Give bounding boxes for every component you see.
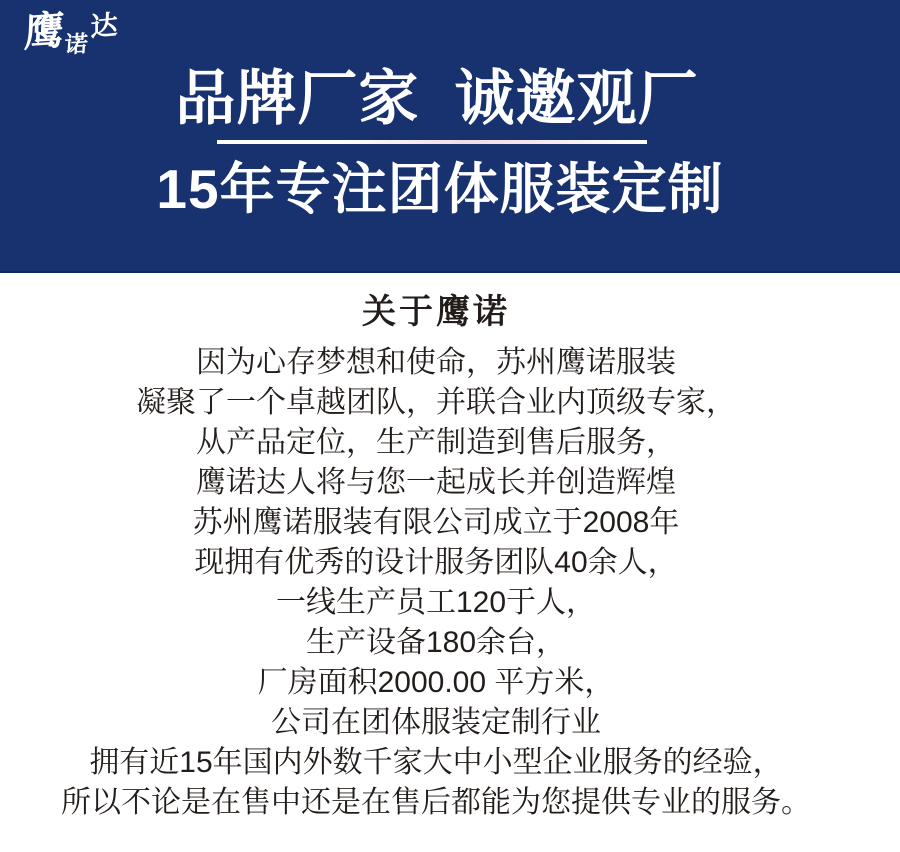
- banner-title: 品牌厂家 诚邀观厂: [175, 65, 699, 132]
- about-paragraph: [0, 343, 886, 823]
- brand-logo: [22, 8, 119, 58]
- about-line: 苏州鹰诺服装有限公司成立于2008年: [192, 506, 680, 539]
- banner-subtitle: 15年专注团体服装定制: [156, 158, 724, 220]
- about-line: 鹰诺达人将与您一起成长并创造辉煌: [196, 466, 676, 499]
- about-line: 所以不论是在售中还是在售后都能为您提供专业的服务。: [61, 786, 811, 819]
- about-line: 凝聚了一个卓越团队，并联合业内顶级专家，: [136, 386, 736, 419]
- title-divider-line: [217, 140, 647, 144]
- about-line: 因为心存梦想和使命，苏州鹰诺服装: [196, 346, 676, 379]
- brand-logo-char-2: 诺: [63, 30, 89, 58]
- brand-logo-char-3: 达: [90, 9, 118, 43]
- about-line: 生产设备180余台，: [305, 626, 567, 659]
- about-line: 从产品定位，生产制造到售后服务，: [196, 426, 676, 459]
- about-line: 现拥有优秀的设计服务团队40余人，: [194, 546, 678, 579]
- brand-logo-char-1: 鹰: [23, 8, 65, 56]
- about-heading: 关于鹰诺: [362, 293, 510, 331]
- about-section: [0, 273, 886, 852]
- about-line: 一线生产员工120于人，: [275, 586, 597, 619]
- about-line: 公司在团体服装定制行业: [271, 706, 601, 739]
- about-line: 厂房面积2000.00 平方米，: [257, 666, 615, 699]
- hero-banner: [0, 0, 900, 273]
- about-line: 拥有近15年国内外数千家大中小型企业服务的经验，: [89, 746, 783, 779]
